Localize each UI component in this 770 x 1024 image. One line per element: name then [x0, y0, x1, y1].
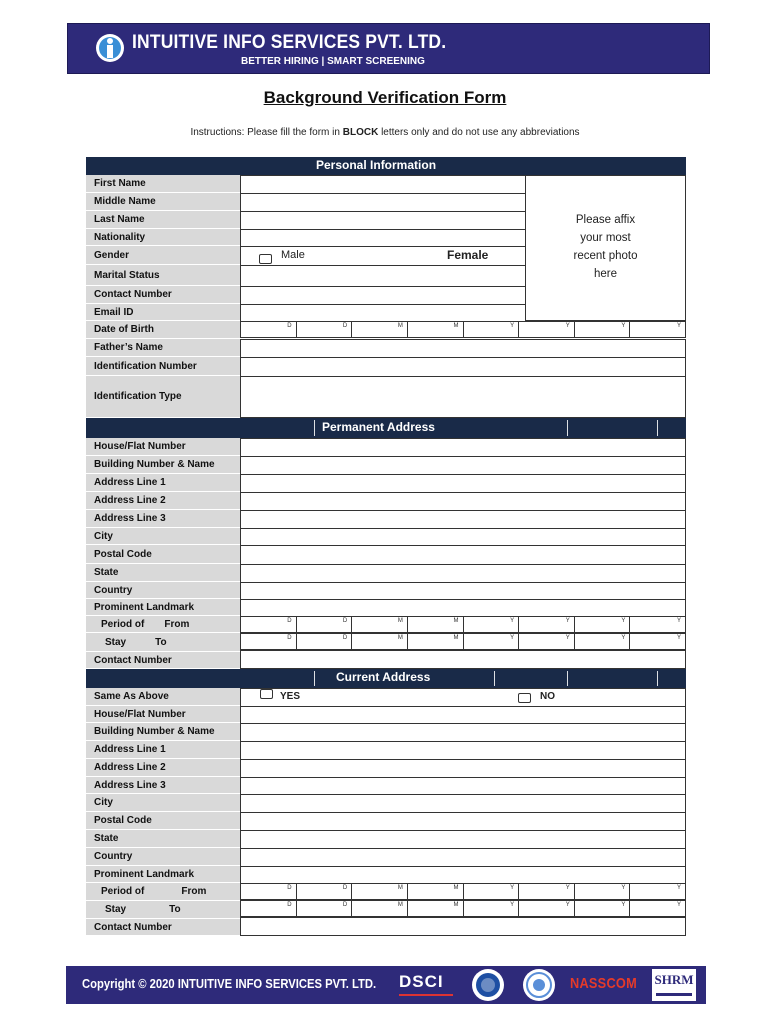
gender-label: Gender	[86, 246, 240, 265]
date-cell-d2: D	[297, 634, 353, 649]
curr-building-field[interactable]	[240, 723, 686, 742]
date-cell-y2: Y	[519, 884, 575, 899]
middle-name-field[interactable]	[240, 193, 526, 212]
date-cell-d1: D	[241, 634, 297, 649]
perm-state-field[interactable]	[240, 564, 686, 583]
curr-building-label: Building Number & Name	[86, 723, 240, 741]
perm-to-date-field[interactable]	[240, 633, 686, 650]
date-cell-y3: Y	[575, 634, 631, 649]
date-cell-m1: M	[352, 634, 408, 649]
date-cell-m1: M	[352, 884, 408, 899]
date-cell-m2: M	[408, 884, 464, 899]
perm-house-field[interactable]	[240, 438, 686, 457]
date-cell-y4: Y	[676, 618, 681, 624]
permanent-address-header	[86, 418, 686, 438]
contact-number-field[interactable]	[240, 286, 526, 305]
date-cell-y3: Y	[575, 617, 631, 632]
personal-info-header	[86, 157, 686, 175]
header-divider	[314, 671, 315, 686]
email-id-field[interactable]	[240, 304, 526, 322]
header-divider	[314, 420, 315, 436]
gender-female-label: Female	[447, 248, 489, 262]
date-cell-y1: Y	[464, 901, 520, 916]
period-of-text: Period of	[101, 618, 145, 630]
perm-contact-label: Contact Number	[86, 652, 240, 669]
date-cell-m1: M	[352, 322, 408, 337]
date-cell-y2: Y	[519, 322, 575, 337]
curr-line1-field[interactable]	[240, 741, 686, 760]
date-cell-y4: Y	[676, 635, 681, 641]
date-cell-m2: M	[408, 634, 464, 649]
stay-text: Stay	[105, 904, 127, 915]
date-cell-m2: M	[408, 322, 464, 337]
perm-stay-label	[86, 633, 240, 652]
middle-name-label: Middle Name	[86, 193, 240, 211]
permanent-address-title: Permanent Address	[322, 420, 435, 434]
date-cell-m1: M	[352, 617, 408, 632]
perm-city-field[interactable]	[240, 528, 686, 546]
perm-line2-field[interactable]	[240, 492, 686, 511]
curr-period-of-label	[86, 883, 240, 901]
dob-date-field[interactable]	[240, 321, 686, 338]
form-title: Background Verification Form	[263, 88, 507, 107]
last-name-label: Last Name	[86, 211, 240, 229]
period-of-text: Period of	[101, 886, 145, 897]
same-as-above-no-checkbox[interactable]	[518, 693, 531, 703]
date-cell-y2: Y	[519, 901, 575, 916]
curr-country-label: Country	[86, 848, 240, 866]
perm-line3-label: Address Line 3	[86, 510, 240, 528]
curr-contact-label: Contact Number	[86, 919, 240, 936]
curr-landmark-label: Prominent Landmark	[86, 866, 240, 883]
dsci-underline	[399, 994, 453, 996]
from-text: From	[181, 886, 207, 897]
perm-postal-field[interactable]	[240, 545, 686, 565]
date-cell-y1: Y	[464, 617, 520, 632]
date-cell-y4: Y	[676, 323, 681, 329]
perm-country-label: Country	[86, 582, 240, 599]
curr-line1-label: Address Line 1	[86, 741, 240, 759]
header-divider	[657, 671, 658, 686]
id-number-label: Identification Number	[86, 357, 240, 376]
gender-male-label: Male	[281, 249, 305, 261]
date-cell-d2: D	[297, 884, 353, 899]
id-type-label: Identification Type	[86, 376, 240, 418]
from-text: From	[164, 618, 190, 630]
date-cell-d2: D	[297, 322, 353, 337]
shrm-logo	[652, 969, 696, 1001]
company-logo-icon	[95, 33, 125, 63]
current-address-header	[86, 669, 686, 688]
date-cell-y1: Y	[464, 884, 520, 899]
curr-postal-field[interactable]	[240, 812, 686, 831]
date-cell-d2: D	[297, 617, 353, 632]
curr-state-label: State	[86, 830, 240, 848]
curr-from-date-field[interactable]	[240, 883, 686, 900]
perm-city-label: City	[86, 528, 240, 545]
curr-postal-label: Postal Code	[86, 812, 240, 830]
date-cell-y4: Y	[676, 902, 681, 908]
header-divider	[567, 420, 568, 436]
last-name-field[interactable]	[240, 211, 526, 230]
curr-city-label: City	[86, 794, 240, 812]
curr-house-field[interactable]	[240, 706, 686, 724]
perm-postal-label: Postal Code	[86, 545, 240, 564]
date-cell-y1: Y	[464, 634, 520, 649]
gender-male-checkbox[interactable]	[259, 254, 272, 264]
copyright-text: Copyright © 2020 INTUITIVE INFO SERVICES PVT. LTD.	[82, 977, 377, 991]
iso-seal-icon	[522, 968, 556, 1002]
same-as-above-label: Same As Above	[86, 688, 240, 706]
perm-line1-label: Address Line 1	[86, 474, 240, 492]
perm-landmark-label: Prominent Landmark	[86, 599, 240, 616]
nasscom-logo: NASSCOM	[570, 975, 637, 992]
nationality-label: Nationality	[86, 229, 240, 246]
header-divider	[567, 671, 568, 686]
perm-line3-field[interactable]	[240, 510, 686, 529]
dob-label: Date of Birth	[86, 321, 240, 339]
perm-state-label: State	[86, 564, 240, 582]
footer-banner	[66, 966, 706, 1004]
date-cell-y3: Y	[575, 901, 631, 916]
date-cell-m2: M	[408, 617, 464, 632]
perm-contact-field[interactable]	[240, 650, 686, 669]
date-cell-d1: D	[241, 617, 297, 632]
date-cell-m1: M	[352, 901, 408, 916]
photo-instructions: Please affix your most recent photo here	[573, 214, 638, 280]
perm-period-of-label	[86, 616, 240, 633]
date-cell-d1: D	[241, 322, 297, 337]
to-text: To	[169, 904, 181, 915]
first-name-field[interactable]	[240, 175, 526, 194]
same-as-above-field	[240, 688, 686, 707]
personal-info-title: Personal Information	[316, 158, 437, 172]
date-cell-y3: Y	[575, 884, 631, 899]
dsci-logo	[399, 971, 455, 999]
fathers-name-field[interactable]	[240, 339, 686, 358]
date-cell-d2: D	[297, 901, 353, 916]
date-cell-y3: Y	[575, 322, 631, 337]
curr-line3-label: Address Line 3	[86, 777, 240, 794]
header-divider	[494, 671, 495, 686]
id-type-field[interactable]	[240, 376, 686, 418]
to-text: To	[155, 636, 167, 648]
date-cell-d1: D	[241, 901, 297, 916]
nationality-field[interactable]	[240, 229, 526, 247]
shrm-bar	[656, 993, 692, 996]
id-number-field[interactable]	[240, 357, 686, 377]
dsci-text: DSCI	[399, 972, 444, 991]
curr-house-label: House/Flat Number	[86, 706, 240, 723]
first-name-label: First Name	[86, 175, 240, 193]
same-as-above-yes-checkbox[interactable]	[260, 689, 273, 699]
perm-landmark-field[interactable]	[240, 599, 686, 617]
perm-from-date-field[interactable]	[240, 616, 686, 633]
curr-line2-label: Address Line 2	[86, 759, 240, 777]
shrm-text: SHRM	[654, 972, 694, 987]
curr-country-field[interactable]	[240, 848, 686, 867]
marital-status-label: Marital Status	[86, 265, 240, 286]
perm-building-field[interactable]	[240, 456, 686, 475]
perm-line1-field[interactable]	[240, 474, 686, 493]
contact-number-label: Contact Number	[86, 286, 240, 304]
date-cell-y1: Y	[464, 322, 520, 337]
curr-city-field[interactable]	[240, 794, 686, 813]
curr-state-field[interactable]	[240, 830, 686, 849]
current-address-title: Current Address	[336, 670, 431, 684]
yes-label: YES	[280, 691, 301, 702]
company-tagline: BETTER HIRING | SMART SCREENING	[241, 56, 425, 67]
curr-contact-field[interactable]	[240, 917, 686, 936]
date-cell-y2: Y	[519, 617, 575, 632]
curr-to-date-field[interactable]	[240, 900, 686, 917]
curr-line3-field[interactable]	[240, 777, 686, 795]
date-cell-y4: Y	[676, 885, 681, 891]
header-divider	[657, 420, 658, 436]
date-cell-m2: M	[408, 901, 464, 916]
header-banner	[67, 23, 710, 74]
perm-country-field[interactable]	[240, 582, 686, 600]
form-instructions: Instructions: Please fill the form in BLOCK letters only and do not use any abbreviations	[190, 127, 580, 138]
curr-stay-label	[86, 901, 240, 919]
marital-status-field[interactable]	[240, 265, 526, 287]
fathers-name-label: Father’s Name	[86, 339, 240, 357]
date-cell-y2: Y	[519, 634, 575, 649]
curr-landmark-field[interactable]	[240, 866, 686, 884]
perm-house-label: House/Flat Number	[86, 438, 240, 456]
perm-line2-label: Address Line 2	[86, 492, 240, 510]
stay-text: Stay	[105, 636, 127, 648]
no-label: NO	[540, 691, 555, 702]
curr-line2-field[interactable]	[240, 759, 686, 778]
perm-building-label: Building Number & Name	[86, 456, 240, 474]
certification-seal-icon	[471, 968, 505, 1002]
date-cell-d1: D	[241, 884, 297, 899]
email-id-label: Email ID	[86, 304, 240, 321]
company-name: INTUITIVE INFO SERVICES PVT. LTD.	[132, 32, 447, 53]
